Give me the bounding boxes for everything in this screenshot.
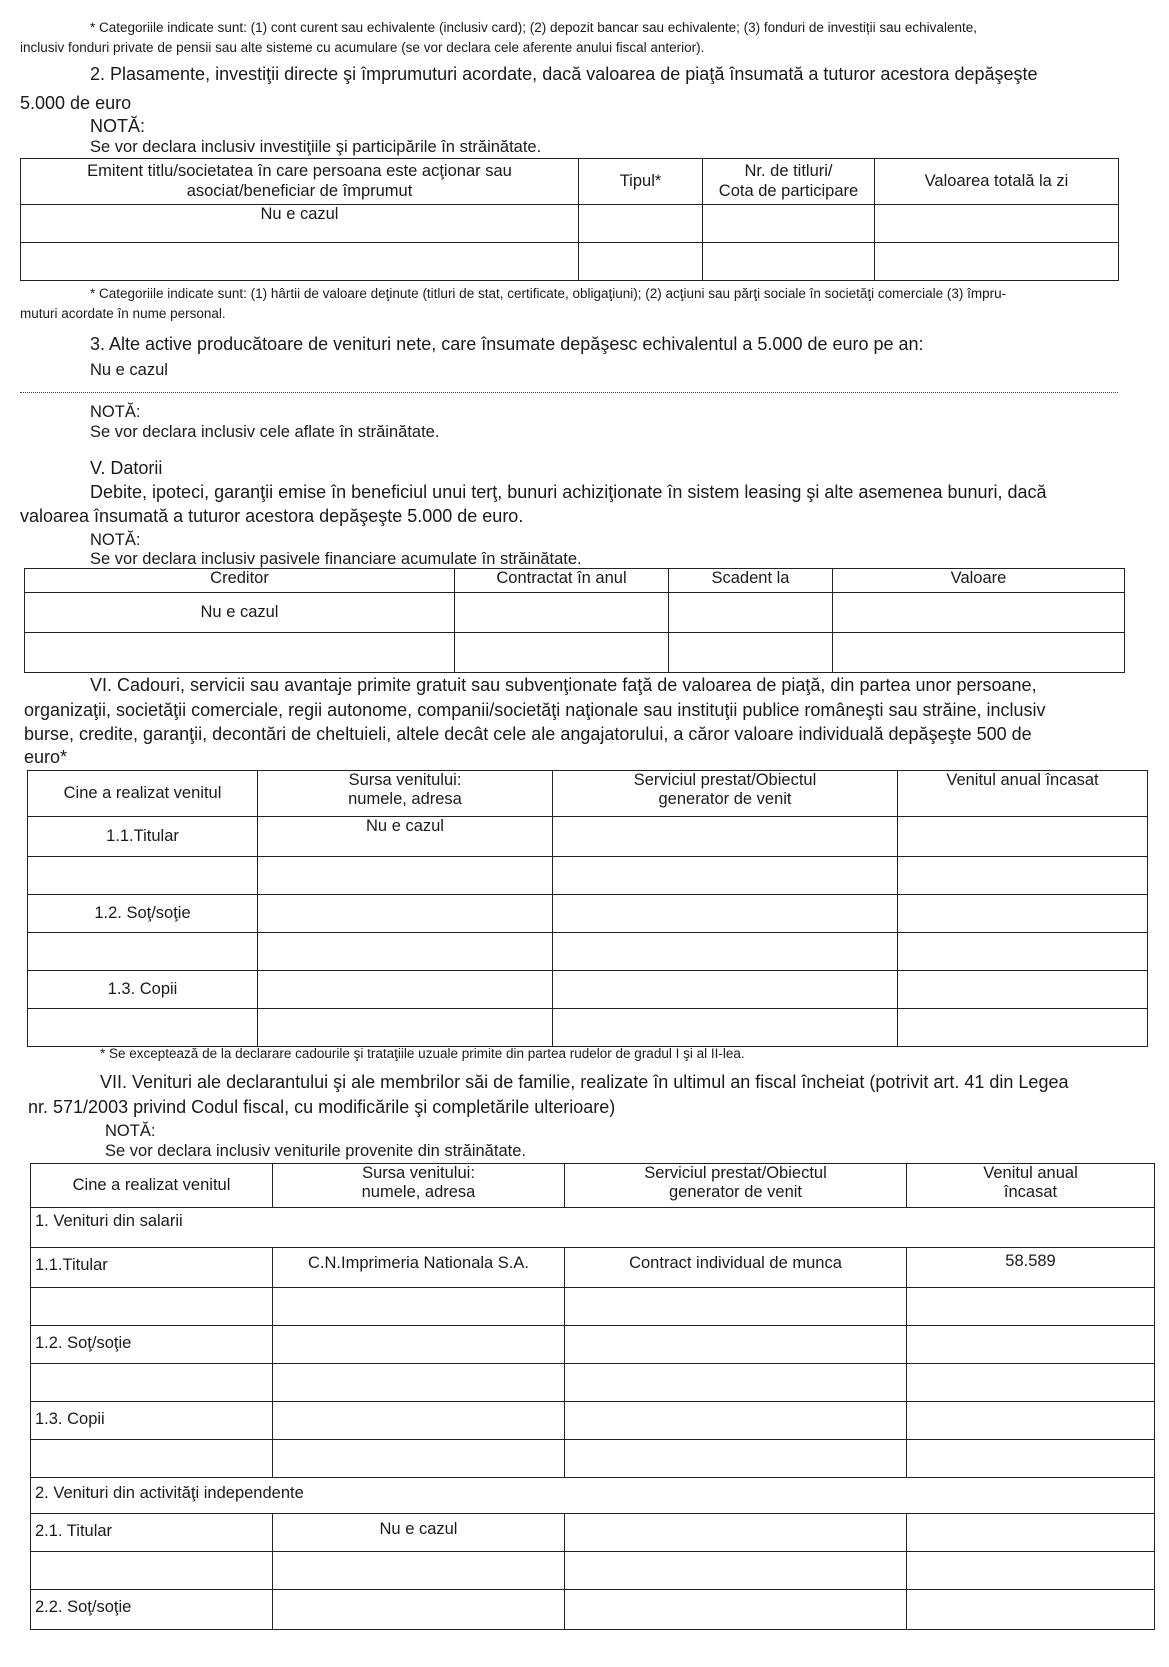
item3-title: 3. Alte active producătoare de venituri nete, care însumate depăşesc echivalentul a 5.000 de euro pe an: bbox=[90, 334, 924, 354]
section6-text-line2: organizaţii, societăţii comerciale, regii autonome, companii/societăţi naţionale sau instituţii publice româneşti sau străine, inclusiv bbox=[24, 700, 1046, 720]
header-total-value: Valoarea totală la zi bbox=[875, 159, 1119, 205]
cell-empty bbox=[565, 1440, 907, 1478]
cell-titular-source: Nu e cazul bbox=[258, 817, 553, 857]
header-source: Sursa venitului: numele, adresa bbox=[258, 771, 553, 817]
section7-note: Se vor declara inclusiv veniturile provenite din străinătate. bbox=[105, 1142, 526, 1160]
cell-count bbox=[703, 205, 875, 243]
cell-empty bbox=[565, 1590, 907, 1630]
cell-empty bbox=[273, 1326, 565, 1364]
cell-empty bbox=[669, 633, 833, 673]
section5-text-line1: Debite, ipoteci, garanţii emise în beneficiul unui terţ, bunuri achiziţionate în sistem leasing şi alte asemenea bunuri, dacă bbox=[90, 482, 1047, 502]
cell-empty bbox=[565, 1552, 907, 1590]
cell-empty bbox=[553, 895, 898, 933]
row-spouse: 1.2. Soţ/soţie bbox=[28, 895, 258, 933]
cell-empty bbox=[907, 1288, 1155, 1326]
cell-empty bbox=[258, 1009, 553, 1047]
dotted-line bbox=[20, 392, 1118, 393]
item2-title-line1: 2. Plasamente, investiţii directe şi împrumuturi acordate, dacă valoarea de piaţă însumată a tuturor acestora depăşeşte bbox=[90, 64, 1038, 84]
header-contract-year: Contractat în anul bbox=[455, 569, 669, 593]
section5-title: V. Datorii bbox=[90, 458, 163, 478]
item2-nota-label: NOTĂ: bbox=[90, 116, 146, 136]
cell-independent-source: Nu e cazul bbox=[273, 1514, 565, 1552]
cell-empty bbox=[898, 1009, 1148, 1047]
section6-text-line3: burse, credite, garanţii, decontări de cheltuieli, altele decât cele ale angajatorului, a căror valoare individuală depăşeşte 500 de bbox=[24, 724, 1032, 744]
item3-value: Nu e cazul bbox=[90, 361, 168, 379]
cell-empty bbox=[898, 857, 1148, 895]
header-who: Cine a realizat venitul bbox=[31, 1164, 273, 1208]
cell-empty bbox=[31, 1364, 273, 1402]
section7-nota-label: NOTĂ: bbox=[105, 1122, 156, 1140]
cell-salary-service: Contract individual de munca bbox=[565, 1248, 907, 1288]
cell-empty bbox=[565, 1326, 907, 1364]
cell-empty bbox=[273, 1590, 565, 1630]
cell-empty bbox=[25, 633, 455, 673]
footnote-securities-line1: * Categoriile indicate sunt: (1) hârtii de valoare deţinute (titluri de stat, certificate, obligaţiuni); (2) acţiuni sau părţi sociale în societăţi comerciale (3) împru- bbox=[90, 286, 1007, 301]
cell-empty bbox=[273, 1288, 565, 1326]
cell-empty bbox=[703, 243, 875, 281]
cell-empty bbox=[907, 1326, 1155, 1364]
cell-empty bbox=[258, 971, 553, 1009]
row-independent-titular: 2.1. Titular bbox=[31, 1514, 273, 1552]
cell-empty bbox=[553, 971, 898, 1009]
item2-note: Se vor declara inclusiv investiţiile şi participările în străinătate. bbox=[90, 138, 542, 156]
cell-empty bbox=[31, 1552, 273, 1590]
cell-empty bbox=[258, 895, 553, 933]
cell-empty bbox=[273, 1440, 565, 1478]
header-who: Cine a realizat venitul bbox=[28, 771, 258, 817]
cell-empty bbox=[907, 1590, 1155, 1630]
header-income: Venitul anual încasat bbox=[898, 771, 1148, 817]
cell-empty bbox=[907, 1514, 1155, 1552]
cell-empty bbox=[565, 1514, 907, 1552]
cell-empty bbox=[907, 1364, 1155, 1402]
section7-text-line1: VII. Venituri ale declarantului şi ale membrilor săi de familie, realizate în ultimul an fiscal încheiat (potrivit art. 41 din Legea bbox=[100, 1072, 1069, 1092]
cell-type bbox=[579, 205, 703, 243]
row-salary-children: 1.3. Copii bbox=[31, 1402, 273, 1440]
cell-empty bbox=[273, 1402, 565, 1440]
cell-empty bbox=[565, 1402, 907, 1440]
cell-empty bbox=[898, 895, 1148, 933]
section5-note: Se vor declara inclusiv pasivele financiare acumulate în străinătate. bbox=[90, 550, 582, 568]
debts-table bbox=[24, 568, 1125, 673]
header-creditor: Creditor bbox=[25, 569, 455, 593]
header-service: Serviciul prestat/Obiectul generator de venit bbox=[565, 1164, 907, 1208]
section6-footnote: * Se exceptează de la declarare cadourile şi trataţiile uzuale primite din partea rudelor de gradul I şi al II-lea. bbox=[100, 1046, 745, 1061]
section5-nota-label: NOTĂ: bbox=[90, 531, 141, 549]
gifts-table bbox=[27, 770, 1148, 1047]
row-independent-spouse: 2.2. Soţ/soţie bbox=[31, 1590, 273, 1630]
cell-issuer: Nu e cazul bbox=[21, 205, 579, 243]
cell-empty bbox=[455, 593, 669, 633]
header-due: Scadent la bbox=[669, 569, 833, 593]
cell-empty bbox=[21, 243, 579, 281]
row-salary-spouse: 1.2. Soţ/soţie bbox=[31, 1326, 273, 1364]
cell-empty bbox=[553, 1009, 898, 1047]
cell-empty bbox=[273, 1552, 565, 1590]
category-salaries: 1. Venituri din salarii bbox=[31, 1208, 1155, 1248]
cell-empty bbox=[833, 593, 1125, 633]
header-source: Sursa venitului: numele, adresa bbox=[273, 1164, 565, 1208]
row-salary-titular: 1.1.Titular bbox=[31, 1248, 273, 1288]
section6-text-line1: VI. Cadouri, servicii sau avantaje primite gratuit sau subvenţionate faţă de valoarea de piaţă, din partea unor persoane, bbox=[90, 675, 1037, 695]
cell-empty bbox=[258, 933, 553, 971]
cell-empty bbox=[898, 971, 1148, 1009]
cell-empty bbox=[31, 1440, 273, 1478]
cell-empty bbox=[898, 817, 1148, 857]
cell-empty bbox=[565, 1288, 907, 1326]
item3-nota-label: NOTĂ: bbox=[90, 403, 141, 421]
header-value: Valoare bbox=[833, 569, 1125, 593]
cell-empty bbox=[31, 1288, 273, 1326]
investments-table bbox=[20, 158, 1119, 281]
income-table bbox=[30, 1163, 1155, 1630]
item2-title-line2: 5.000 de euro bbox=[20, 93, 132, 113]
cell-empty bbox=[907, 1552, 1155, 1590]
section6-text-line4: euro* bbox=[24, 747, 68, 767]
cell-value bbox=[875, 205, 1119, 243]
cell-empty bbox=[273, 1364, 565, 1402]
cell-empty bbox=[833, 633, 1125, 673]
cell-empty bbox=[875, 243, 1119, 281]
cell-empty bbox=[553, 857, 898, 895]
cell-salary-source: C.N.Imprimeria Nationala S.A. bbox=[273, 1248, 565, 1288]
header-type: Tipul* bbox=[579, 159, 703, 205]
footnote-categories-line1: * Categoriile indicate sunt: (1) cont curent sau echivalente (inclusiv card); (2) depozit bancar sau echivalente; (3) fonduri de investiții sau echivalente, bbox=[90, 20, 977, 35]
cell-empty bbox=[28, 857, 258, 895]
section5-text-line2: valoarea însumată a tuturor acestora depăşeşte 5.000 de euro. bbox=[20, 506, 524, 526]
header-service: Serviciul prestat/Obiectul generator de venit bbox=[553, 771, 898, 817]
cell-empty bbox=[565, 1364, 907, 1402]
cell-empty bbox=[907, 1440, 1155, 1478]
cell-empty bbox=[28, 933, 258, 971]
cell-salary-income: 58.589 bbox=[907, 1248, 1155, 1288]
cell-empty bbox=[28, 1009, 258, 1047]
header-issuer: Emitent titlu/societatea în care persoana este acţionar sau asociat/beneficiar de împrumut bbox=[21, 159, 579, 205]
row-children: 1.3. Copii bbox=[28, 971, 258, 1009]
cell-empty bbox=[907, 1402, 1155, 1440]
footnote-categories-line2: inclusiv fonduri private de pensii sau alte sisteme cu acumulare (se vor declara cele aferente anului fiscal anterior). bbox=[20, 40, 705, 55]
footnote-securities-line2: muturi acordate în nume personal. bbox=[20, 306, 226, 321]
row-titular: 1.1.Titular bbox=[28, 817, 258, 857]
header-income: Venitul anual încasat bbox=[907, 1164, 1155, 1208]
cell-empty bbox=[669, 593, 833, 633]
cell-empty bbox=[553, 817, 898, 857]
cell-empty bbox=[553, 933, 898, 971]
section7-text-line2: nr. 571/2003 privind Codul fiscal, cu modificările şi completările ulterioare) bbox=[28, 1097, 616, 1117]
cell-empty bbox=[579, 243, 703, 281]
header-count: Nr. de titluri/ Cota de participare bbox=[703, 159, 875, 205]
cell-empty bbox=[258, 857, 553, 895]
category-independent: 2. Venituri din activităţi independente bbox=[31, 1478, 1155, 1514]
cell-empty bbox=[455, 633, 669, 673]
cell-creditor: Nu e cazul bbox=[25, 593, 455, 633]
item3-note: Se vor declara inclusiv cele aflate în străinătate. bbox=[90, 423, 440, 441]
cell-empty bbox=[898, 933, 1148, 971]
